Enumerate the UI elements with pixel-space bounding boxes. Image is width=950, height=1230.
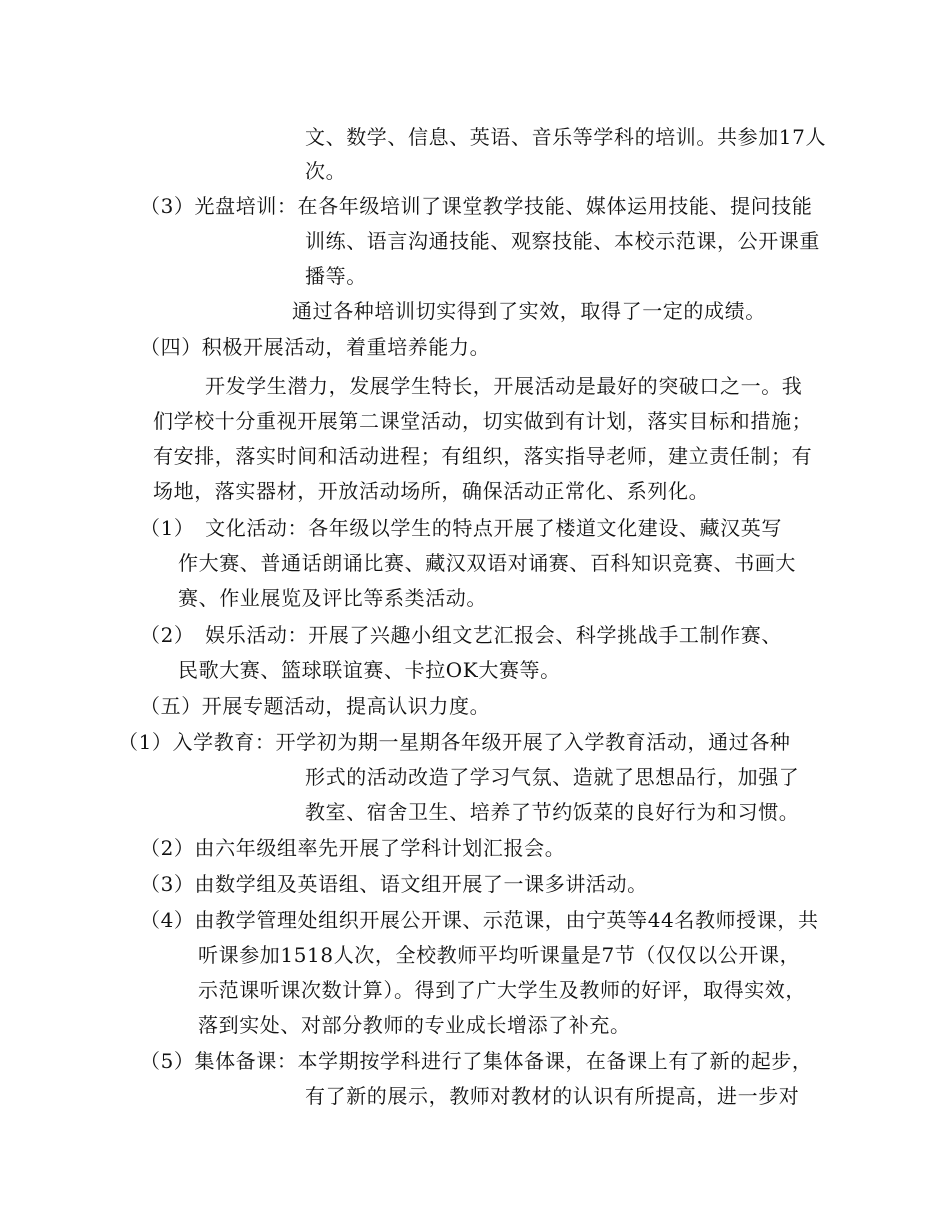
text-line: 们学校十分重视开展第二课堂活动，切实做到有计划，落实目标和措施； bbox=[153, 409, 813, 433]
text-line: 有安排，落实时间和活动进程；有组织，落实指导老师，建立责任制；有 bbox=[153, 444, 813, 468]
text-line: 通过各种培训切实得到了实效，取得了一定的成绩。 bbox=[292, 299, 766, 323]
text-line: 作大赛、普通话朗诵比赛、藏汉双语对诵赛、百科知识竞赛、书画大 bbox=[178, 551, 796, 575]
text-line: 播等。 bbox=[305, 264, 367, 288]
text-line: 听课参加1518人次，全校教师平均听课量是7节（仅仅以公开课， bbox=[198, 943, 801, 967]
text-line: 训练、语言沟通技能、观察技能、本校示范课，公开课重 bbox=[305, 229, 820, 253]
text-line: 赛、作业展览及评比等系类活动。 bbox=[178, 586, 487, 610]
text-line: 形式的活动改造了学习气氛、造就了思想品行，加强了 bbox=[305, 765, 800, 789]
text-line: 次。 bbox=[305, 159, 347, 183]
text-line: 文、数学、信息、英语、音乐等学科的培训。共参加17人 bbox=[305, 125, 827, 149]
text-line: （4）由教学管理处组织开展公开课、示范课，由宁英等44名教师授课，共 bbox=[140, 908, 819, 932]
text-line: 教室、宿舍卫生、培养了节约饭菜的良好行为和习惯。 bbox=[305, 800, 800, 824]
section-heading: （四）积极开展活动，着重培养能力。 bbox=[140, 335, 491, 359]
section-heading: （五）开展专题活动，提高认识力度。 bbox=[140, 694, 491, 718]
text-line: （3）光盘培训：在各年级培训了课堂教学技能、媒体运用技能、提问技能 bbox=[140, 194, 813, 218]
text-line: （2）由六年级组率先开展了学科计划汇报会。 bbox=[140, 836, 566, 860]
text-line: 开发学生潜力，发展学生特长，开展活动是最好的突破口之一。我 bbox=[205, 374, 803, 398]
text-line: （2） 娱乐活动：开展了兴趣小组文艺汇报会、科学挑战手工制作赛、 bbox=[140, 623, 782, 647]
text-line: （5）集体备课：本学期按学科进行了集体备课，在备课上有了新的起步， bbox=[140, 1049, 813, 1073]
text-line: （1）入学教育：开学初为期一星期各年级开展了入学教育活动，通过各种 bbox=[118, 730, 791, 754]
text-line: 有了新的展示，教师对教材的认识有所提高，进一步对 bbox=[305, 1084, 800, 1108]
text-line: 场地，落实器材，开放活动场所，确保活动正常化、系列化。 bbox=[153, 479, 710, 503]
text-line: （1） 文化活动：各年级以学生的特点开展了楼道文化建设、藏汉英写 bbox=[140, 516, 782, 540]
text-line: 民歌大赛、篮球联谊赛、卡拉OK大赛等。 bbox=[178, 658, 561, 682]
text-line: （3）由数学组及英语组、语文组开展了一课多讲活动。 bbox=[140, 872, 648, 896]
text-line: 落到实处、对部分教师的专业成长增添了补充。 bbox=[198, 1013, 631, 1037]
text-line: 示范课听课次数计算）。得到了广大学生及教师的好评，取得实效， bbox=[198, 978, 806, 1002]
